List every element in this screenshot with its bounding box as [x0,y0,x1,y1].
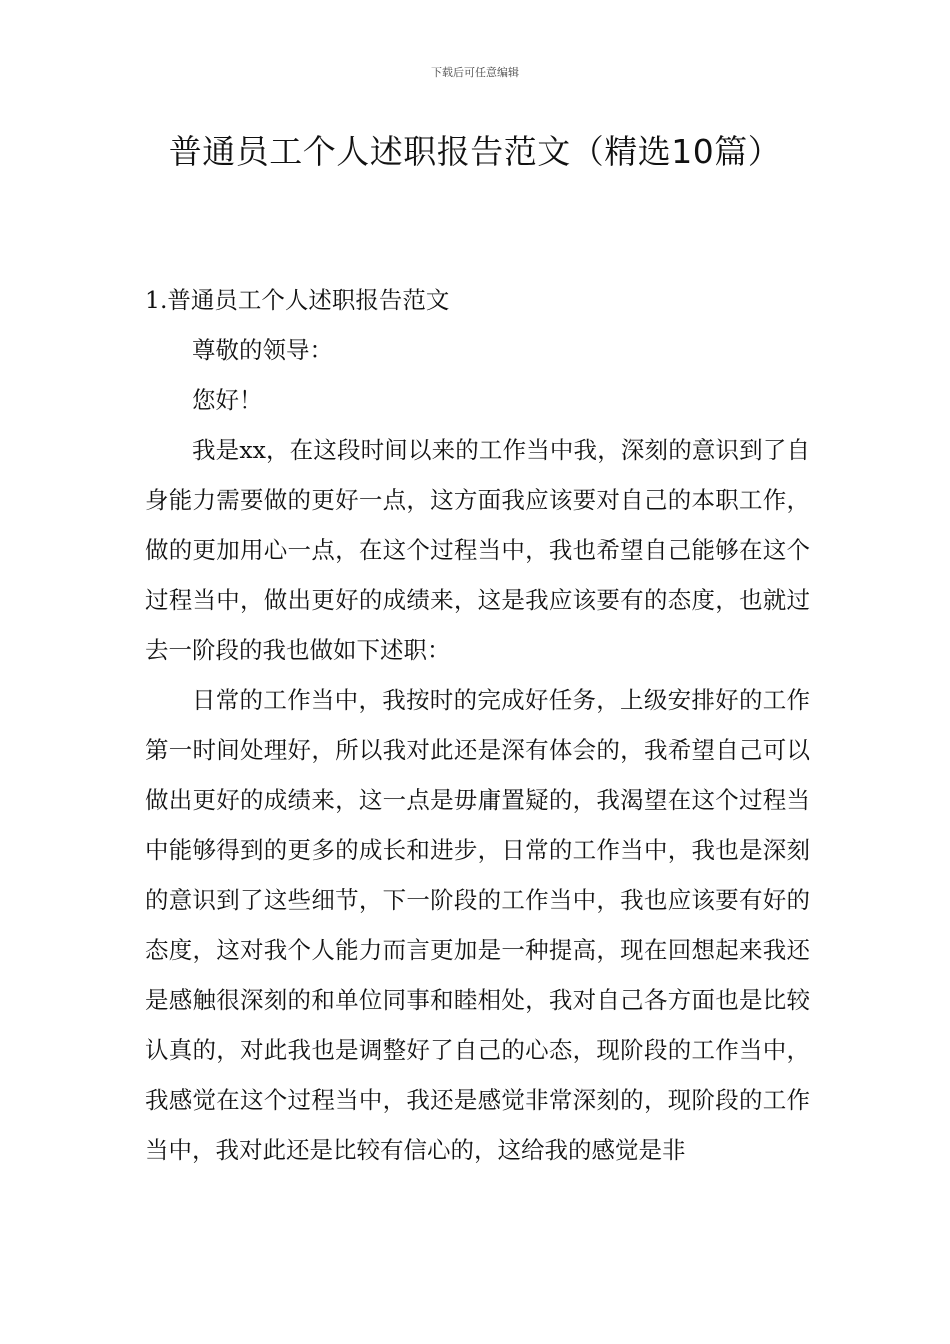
body-paragraph: 日常的工作当中，我按时的完成好任务，上级安排好的工作第一时间处理好，所以我对此还是深有体会的，我希望自己可以做出更好的成绩来，这一点是毋庸置疑的，我渴望在这个过程当中能够得到的更多的成长和进步，日常的工作当中，我也是深刻的意识到了这些细节，下一阶段的工作当中，我也应该要有好的态度，这对我个人能力而言更加是一种提高，现在回想起来我还是感触很深刻的和单位同事和睦相处，我对自己各方面也是比较认真的，对此我也是调整好了自己的心态，现阶段的工作当中，我感觉在这个过程当中，我还是感觉非常深刻的，现阶段的工作当中，我对此还是比较有信心的，这给我的感觉是非 [145,686,810,1164]
section-heading: 1.普通员工个人述职报告范文 [145,286,450,314]
salutation: 尊敬的领导： [192,336,333,364]
document-body [145,275,810,1175]
header-note: 下载后可任意编辑 [431,66,519,79]
greeting: 您好！ [192,386,263,414]
document-title: 普通员工个人述职报告范文（精选10篇） [168,132,782,171]
body-paragraph: 我是xx，在这段时间以来的工作当中我，深刻的意识到了自身能力需要做的更好一点，这方面我应该要对自己的本职工作，做的更加用心一点，在这个过程当中，我也希望自己能够在这个过程当中，做出更好的成绩来，这是我应该要有的态度，也就过去一阶段的我也做如下述职： [145,436,810,664]
